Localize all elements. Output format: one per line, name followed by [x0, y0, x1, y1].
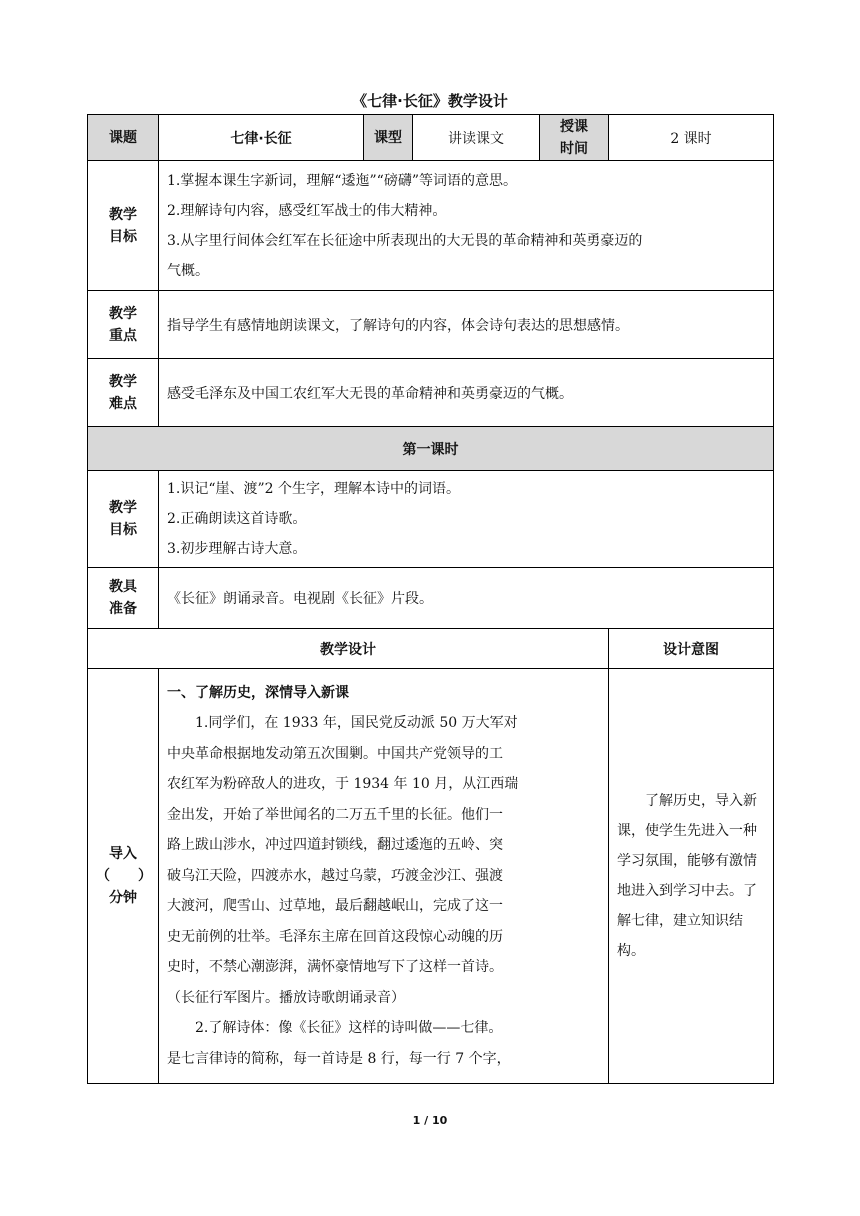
lesson-heading-row: [88, 427, 774, 471]
time-value: 2 课时: [609, 115, 774, 161]
overview-goal-line: 1.掌握本课生字新词，理解“逶迤”“磅礴”等词语的意思。: [167, 172, 517, 189]
overview-goals-row: [88, 161, 774, 291]
tools-row: [88, 568, 774, 629]
difficulties-row: [88, 359, 774, 427]
lesson-goals-label-1: 教学: [109, 500, 137, 516]
lesson-goal-line: 1.识记“崖、渡”2 个生字，理解本诗中的词语。: [167, 481, 461, 497]
lesson-goals-text: [159, 471, 774, 568]
intro-label: [88, 669, 159, 1084]
tools-label: [88, 568, 159, 629]
time-label-line-2: 时间: [560, 140, 588, 157]
overview-goal-line: 气概。: [167, 262, 209, 279]
overview-goals-text: [159, 161, 774, 291]
lesson-goals-label-2: 目标: [109, 522, 137, 538]
lesson-goals-label: [88, 471, 159, 568]
topic-label: 课题: [88, 115, 159, 161]
key-points-label-2: 重点: [109, 327, 137, 344]
overview-goals-label-1: 教学: [109, 206, 137, 223]
overview-goals-label: [88, 161, 159, 291]
intro-label-1: 导入: [109, 846, 137, 862]
tools-label-1: 教具: [109, 579, 137, 595]
paragraph-line: 中央革命根据地发动第五次围剿。中国共产党领导的工: [167, 745, 503, 762]
design-header-row: [88, 629, 774, 669]
paragraph-line: 农红军为粉碎敌人的进攻，于 1934 年 10 月，从江西瑞: [167, 776, 519, 793]
time-label-line-1: 授课: [560, 118, 588, 135]
header-row: [88, 115, 774, 161]
intent-header: 设计意图: [609, 629, 774, 669]
key-points-row: [88, 291, 774, 359]
tools-label-2: 准备: [109, 601, 137, 617]
overview-goal-line: 3.从字里行间体会红军在长征途中所表现出的大无畏的革命精神和英勇豪迈的: [167, 232, 643, 249]
difficulties-label: [88, 359, 159, 427]
key-points-label-1: 教学: [109, 305, 137, 322]
design-header: 教学设计: [88, 629, 609, 669]
paragraph-line: 破乌江天险，四渡赤水，越过乌蒙，巧渡金沙江、强渡: [167, 867, 503, 884]
intro-label-3: 分钟: [109, 890, 137, 906]
lesson-goal-line: 2.正确朗读这首诗歌。: [167, 511, 307, 527]
type-value: 讲读课文: [413, 115, 540, 161]
lesson-heading: 第一课时: [88, 427, 774, 471]
paragraph-line: 是七言律诗的简称，每一首诗是 8 行，每一行 7 个字，: [167, 1050, 511, 1067]
intro-design-content: [159, 669, 609, 1084]
difficulties-label-1: 教学: [109, 373, 137, 390]
key-points-text: 指导学生有感情地朗读课文，了解诗句的内容，体会诗句表达的思想感情。: [159, 291, 774, 359]
overview-goals-label-2: 目标: [109, 228, 137, 245]
page-number: 1 / 10: [412, 1114, 448, 1127]
lesson-goal-line: 3.初步理解古诗大意。: [167, 541, 307, 557]
document-title: 《七律·长征》教学设计: [352, 92, 508, 110]
paragraph-line: 大渡河，爬雪山、过草地，最后翻越岷山，完成了这一: [167, 898, 503, 915]
tools-text: 《长征》朗诵录音。电视剧《长征》片段。: [159, 568, 774, 629]
time-label: [540, 115, 609, 161]
lesson-plan-table: [87, 114, 774, 1084]
key-points-label: [88, 291, 159, 359]
paragraph-line: 2.了解诗体：像《长征》这样的诗叫做——七律。: [195, 1020, 503, 1037]
difficulties-label-2: 难点: [109, 395, 137, 412]
difficulties-text: 感受毛泽东及中国工农红军大无畏的革命精神和英勇豪迈的气概。: [159, 359, 774, 427]
intro-row: [88, 669, 774, 1084]
topic-value: 七律·长征: [159, 115, 364, 161]
type-label: 课型: [364, 115, 413, 161]
overview-goal-line: 2.理解诗句内容，感受红军战士的伟大精神。: [167, 202, 447, 219]
intro-label-2: （ ）: [96, 868, 152, 884]
paragraph-line: （长征行军图片。播放诗歌朗诵录音）: [167, 989, 405, 1006]
paragraph-line: 史无前例的壮举。毛泽东主席在回首这段惊心动魄的历: [167, 928, 503, 945]
paragraph-line: 路上跋山涉水，冲过四道封锁线，翻过逶迤的五岭、突: [167, 837, 503, 854]
paragraph-line: 1.同学们，在 1933 年，国民党反动派 50 万大军对: [195, 715, 518, 732]
paragraph-line: 史时，不禁心潮澎湃，满怀豪情地写下了这样一首诗。: [167, 959, 503, 976]
paragraph-line: 金出发，开始了举世闻名的二万五千里的长征。他们一: [167, 806, 503, 823]
lesson-goals-row: [88, 471, 774, 568]
intro-intent-text: 了解历史，导入新课，使学生先进入一种学习氛围，能够有激情地进入到学习中去。了解七律，建立知识结构。: [609, 669, 774, 1084]
section-title: 一、了解历史，深情导入新课: [167, 684, 349, 701]
